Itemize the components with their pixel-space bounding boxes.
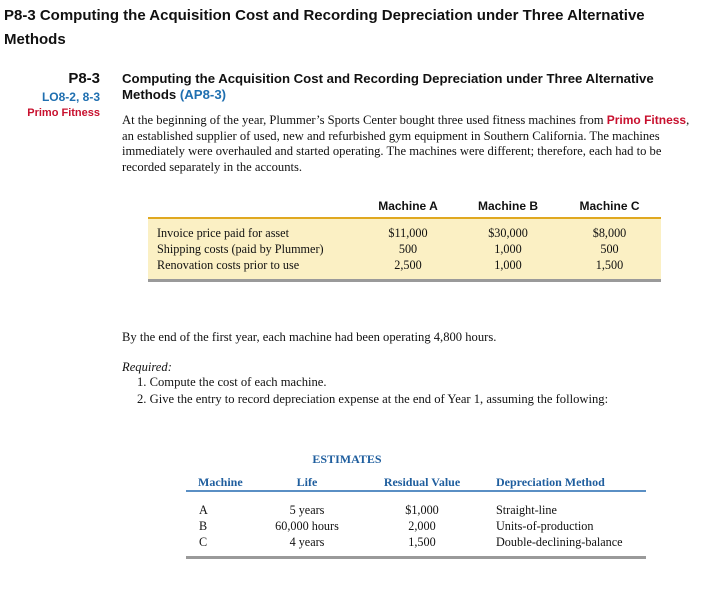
problem-paragraph bbox=[122, 113, 692, 175]
cost-cell: 500 bbox=[600, 242, 619, 256]
est-life: 5 years bbox=[289, 503, 325, 517]
est-machine: A bbox=[199, 503, 208, 517]
company-name: Primo Fitness bbox=[27, 107, 100, 119]
required-label: Required: bbox=[122, 360, 172, 374]
estimates-table bbox=[186, 452, 646, 559]
estimates-header-row bbox=[186, 475, 646, 491]
cost-cell: 1,000 bbox=[494, 242, 522, 256]
problem-number: P8-3 bbox=[68, 70, 100, 87]
page-title-line2: Methods bbox=[4, 31, 66, 48]
cost-header-machine-a: Machine A bbox=[378, 199, 438, 213]
table-row bbox=[186, 518, 646, 534]
operating-hours-sentence: By the end of the first year, each machine had been operating 4,800 hours. bbox=[122, 330, 497, 344]
cost-table bbox=[148, 197, 661, 282]
cost-cell: 2,500 bbox=[394, 258, 422, 272]
para-end: , an established supplier of used, new and refurbished gym equipment in Southern California. The machines immediately were overhauled and started operating. The machines were different; therefore, each had to be recorded separately in the accounts. bbox=[122, 113, 690, 174]
cost-cell: $30,000 bbox=[488, 226, 528, 240]
cost-header-machine-b: Machine B bbox=[477, 199, 538, 213]
est-header-life: Life bbox=[296, 475, 318, 489]
page-title bbox=[4, 4, 704, 52]
table-row bbox=[148, 257, 661, 273]
cost-table-header-row bbox=[148, 197, 661, 218]
learning-objectives: LO8-2, 8-3 bbox=[41, 90, 100, 104]
est-life: 60,000 hours bbox=[275, 519, 339, 533]
est-header-machine: Machine bbox=[198, 475, 243, 489]
problem-heading-line1: Computing the Acquisition Cost and Recording Depreciation under Three Alternative bbox=[122, 71, 654, 86]
est-header-method: Depreciation Method bbox=[496, 475, 605, 489]
cost-row-label: Shipping costs (paid by Plummer) bbox=[157, 242, 324, 256]
table-row bbox=[186, 502, 646, 518]
est-machine: C bbox=[199, 535, 208, 549]
est-life: 4 years bbox=[289, 535, 325, 549]
est-header-residual: Residual Value bbox=[383, 475, 461, 489]
est-machine: B bbox=[199, 519, 208, 533]
cost-cell: 1,000 bbox=[494, 258, 522, 272]
problem-heading bbox=[122, 71, 702, 103]
problem-heading-line2 bbox=[122, 87, 702, 103]
est-method: Straight-line bbox=[496, 503, 557, 517]
heading-methods: Methods bbox=[122, 87, 177, 102]
page-title-line1: P8-3 Computing the Acquisition Cost and Recording Depreciation under Three Alternative bbox=[4, 7, 645, 24]
para-start: At the beginning of the year, Plummer’s Sports Center bought three used fitness machines from bbox=[122, 113, 607, 127]
para-company-highlight: Primo Fitness bbox=[606, 113, 687, 127]
table-row bbox=[148, 241, 661, 257]
requirement-2: 2. Give the entry to record depreciation expense at the end of Year 1, assuming the following: bbox=[137, 392, 609, 406]
cost-row-label: Invoice price paid for asset bbox=[157, 226, 289, 240]
cost-cell: 1,500 bbox=[595, 258, 624, 272]
cost-cell: $8,000 bbox=[592, 226, 627, 240]
cost-cell: 500 bbox=[398, 242, 418, 256]
est-method: Units-of-production bbox=[496, 519, 594, 533]
est-residual: 1,500 bbox=[408, 535, 436, 549]
estimates-group-header: ESTIMATES bbox=[312, 452, 382, 466]
est-residual: 2,000 bbox=[408, 519, 436, 533]
problem-reference: (AP8-3) bbox=[179, 87, 227, 102]
est-residual: $1,000 bbox=[405, 503, 439, 517]
requirement-1: 1. Compute the cost of each machine. bbox=[137, 375, 327, 389]
table-row bbox=[148, 225, 661, 241]
cost-row-label: Renovation costs prior to use bbox=[157, 258, 300, 272]
cost-cell: $11,000 bbox=[388, 226, 428, 240]
table-row bbox=[186, 534, 646, 550]
cost-header-machine-c: Machine C bbox=[579, 199, 640, 213]
est-method: Double-declining-balance bbox=[496, 535, 623, 549]
